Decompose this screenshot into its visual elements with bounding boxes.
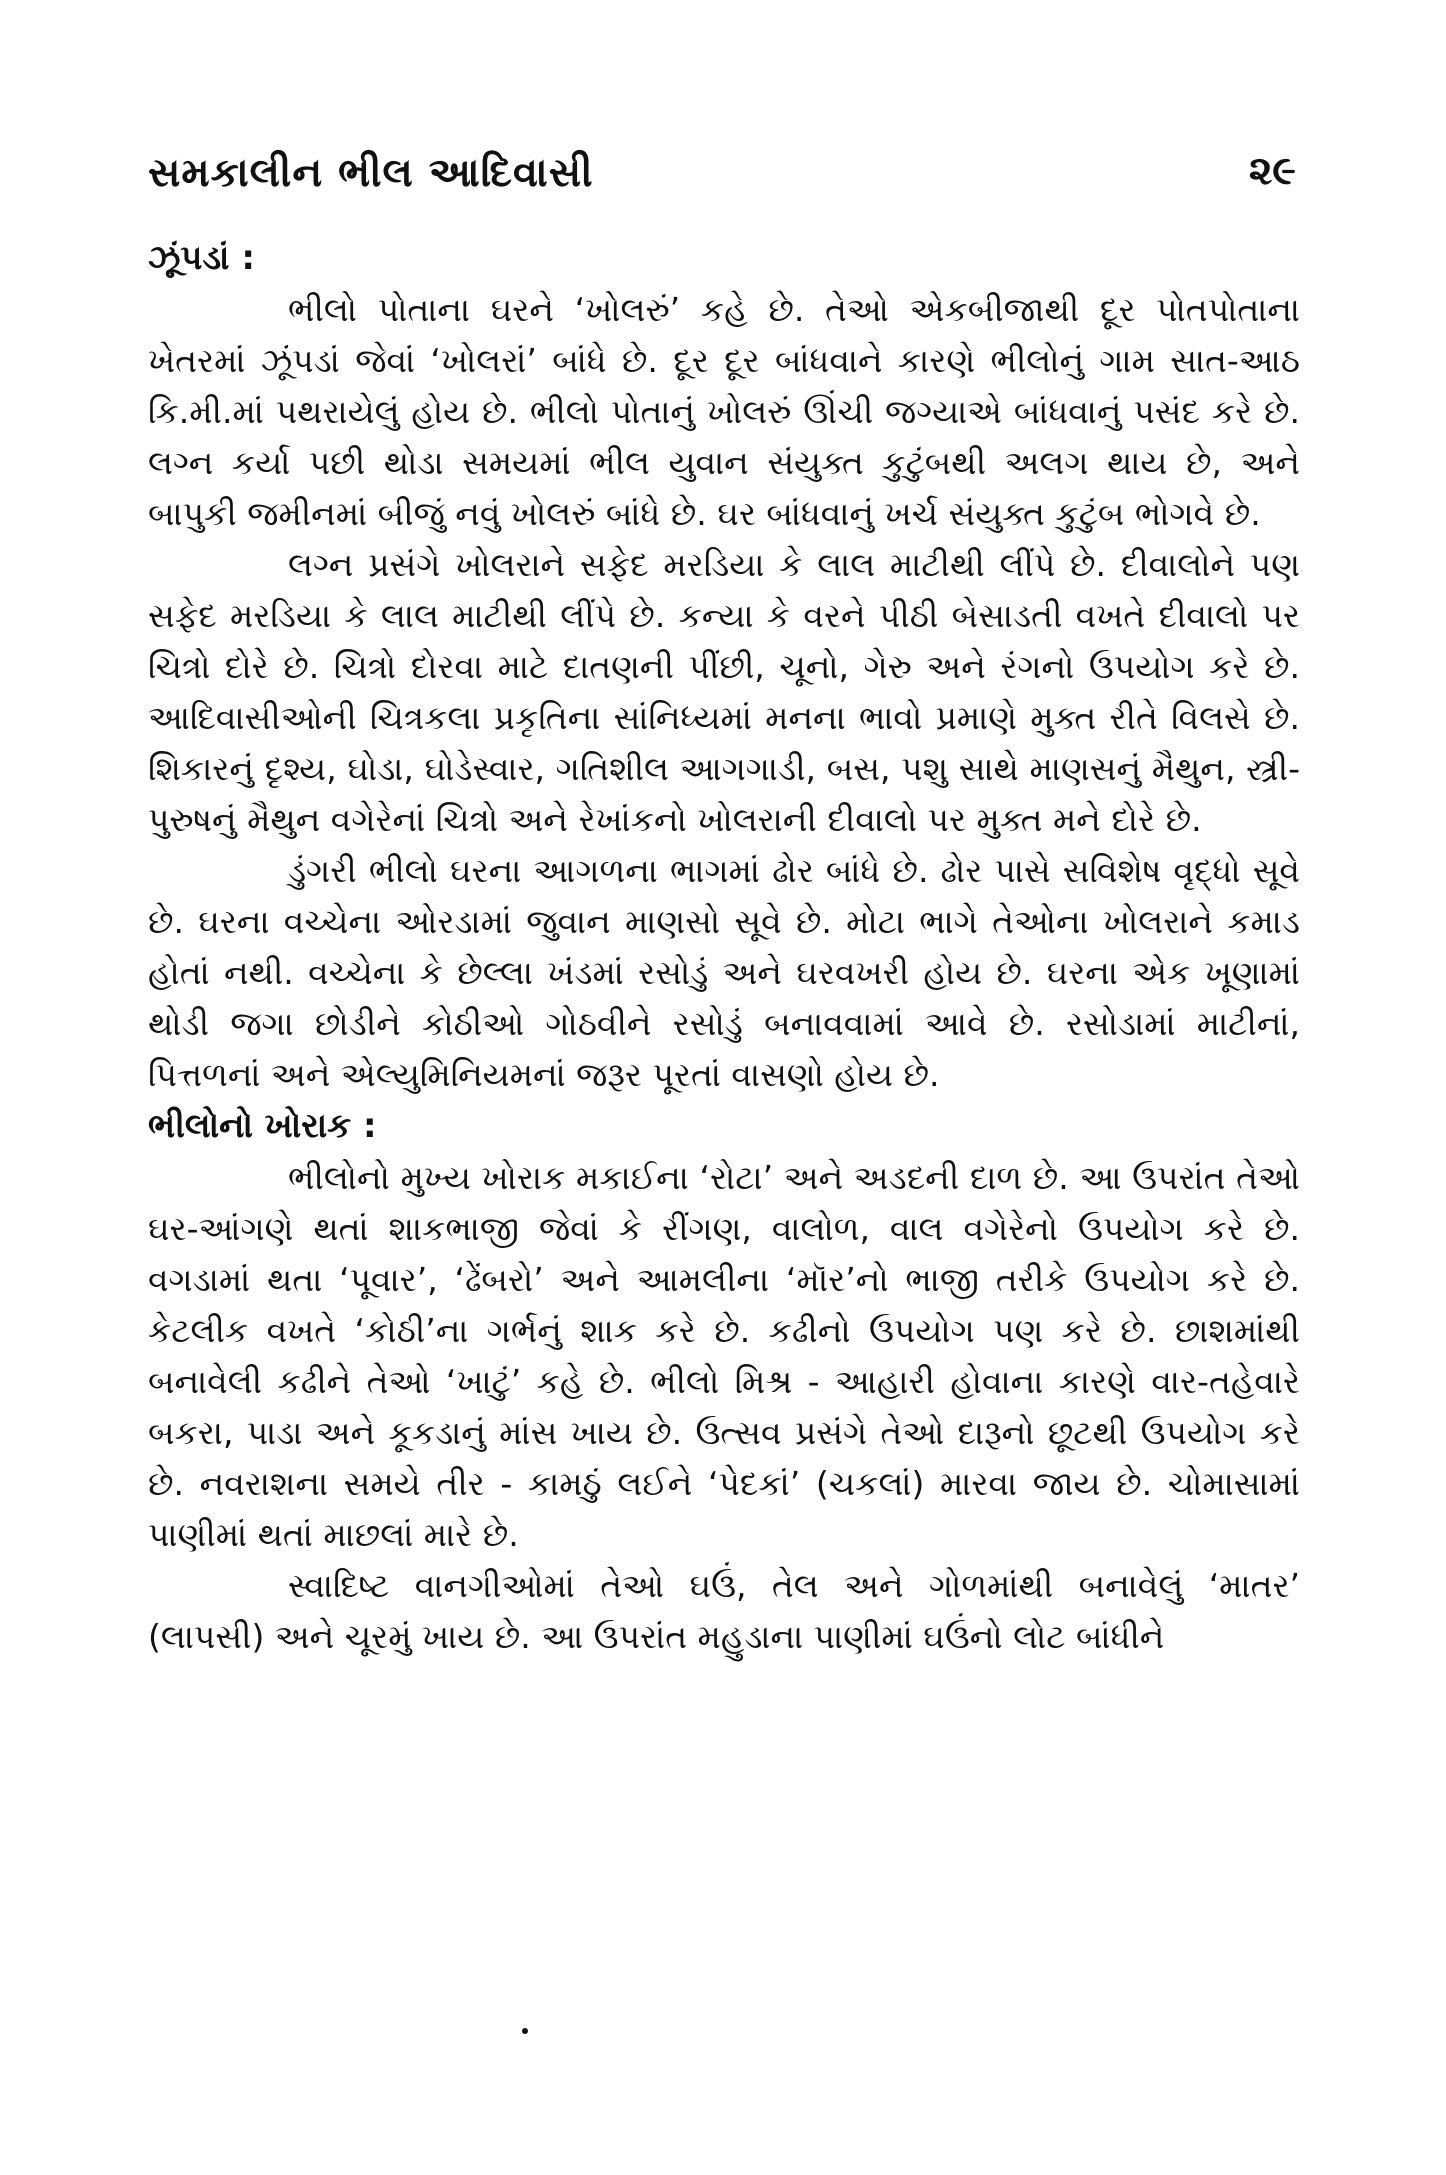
page-body	[148, 232, 1300, 1662]
paragraph: સ્વાદિષ્ટ વાનગીઓમાં તેઓ ઘઉં, તેલ અને ગોળમાંથી બનાવેલું ‘માતર’ (લાપસી) અને ચૂરમું ખાય છે. આ ઉપરાંત મહુડાના પાણીમાં ઘઉંનો લોટ બાંધીને	[148, 1566, 1300, 1656]
print-speck	[522, 2028, 528, 2034]
page-number: ૨૯	[1248, 148, 1296, 194]
running-header-title: સમકાલીન ભીલ આદિવાસી	[148, 150, 594, 196]
section-heading-food: ભીલોનો ખોરાક :	[148, 1106, 377, 1146]
paragraph: લગ્ન પ્રસંગે ખોલરાને સફેદ મરડિયા કે લાલ માટીથી લીંપે છે. દીવાલોને પણ સફેદ મરડિયા કે લાલ માટીથી લીંપે છે. કન્યા કે વરને પીઠી બેસાડતી વખતે દીવાલો પર ચિત્રો દોરે છે. ચિત્રો દોરવા માટે દાતણની પીંછી, ચૂનો, ગેરુ અને રંગનો ઉપયોગ કરે છે. આદિવાસીઓની ચિત્રકલા પ્રકૃતિના સાંનિધ્યમાં મનના ભાવો પ્રમાણે મુક્ત રીતે વિલસે છે. શિકારનું દૃશ્ય, ઘોડા, ઘોડેસ્વાર, ગતિશીલ આગગાડી, બસ, પશુ સાથે માણસનું મૈથુન, સ્ત્રી-પુરુષનું મૈથુન વગેરેનાં ચિત્રો અને રેખાંકનો ખોલરાની દીવાલો પર મુક્ત મને દોરે છે.	[148, 545, 1300, 839]
paragraph: ડુંગરી ભીલો ઘરના આગળના ભાગમાં ઢોર બાંધે છે. ઢોર પાસે સવિશેષ વૃદ્ધો સૂવે છે. ઘરના વચ્ચેના ઓરડામાં જુવાન માણસો સૂવે છે. મોટા ભાગે તેઓના ખોલરાને કમાડ હોતાં નથી. વચ્ચેના કે છેલ્લા ખંડમાં રસોડું અને ઘરવખરી હોય છે. ઘરના એક ખૂણામાં થોડી જગા છોડીને કોઠીઓ ગોઠવીને રસોડું બનાવવામાં આવે છે. રસોડામાં માટીનાં, પિત્તળનાં અને એલ્યુમિનિયમનાં જરૂર પૂરતાં વાસણો હોય છે.	[148, 851, 1300, 1094]
paragraph: ભીલો પોતાના ઘરને ‘ખોલરું’ કહે છે. તેઓ એકબીજાથી દૂર પોતપોતાના ખેતરમાં ઝૂંપડાં જેવાં ‘ખોલરાં’ બાંધે છે. દૂર દૂર બાંધવાને કારણે ભીલોનું ગામ સાત-આઠ કિ.મી.માં પથરાયેલું હોય છે. ભીલો પોતાનું ખોલરું ઊંચી જગ્યાએ બાંધવાનું પસંદ કરે છે. લગ્ન કર્યા પછી થોડા સમયમાં ભીલ યુવાન સંયુક્ત કુટુંબથી અલગ થાય છે, અને બાપુકી જમીનમાં બીજું નવું ખોલરું બાંધે છે. ઘર બાંધવાનું ખર્ચ સંયુક્ત કુટુંબ ભોગવે છે.	[148, 290, 1300, 533]
section-heading-huts: ઝૂંપડાં :	[148, 238, 255, 278]
paragraph: ભીલોનો મુખ્ય ખોરાક મકાઈના ‘રોટા’ અને અડદની દાળ છે. આ ઉપરાંત તેઓ ઘર-આંગણે થતાં શાકભાજી જેવાં કે રીંગણ, વાલોળ, વાલ વગેરેનો ઉપયોગ કરે છે. વગડામાં થતા ‘પૂવાર’, ‘ઢેંબરો’ અને આમલીના ‘મૉર’નો ભાજી તરીકે ઉપયોગ કરે છે. કેટલીક વખતે ‘કોઠી’ના ગર્ભનું શાક કરે છે. કઢીનો ઉપયોગ પણ કરે છે. છાશમાંથી બનાવેલી કઢીને તેઓ ‘ખાટું’ કહે છે. ભીલો મિશ્ર - આહારી હોવાના કારણે વાર-તહેવારે બકરા, પાડા અને કૂકડાનું માંસ ખાય છે. ઉત્સવ પ્રસંગે તેઓ દારૂનો છૂટથી ઉપયોગ કરે છે. નવરાશના સમયે તીર - કામઠું લઈને ‘પેદકાં’ (ચકલાં) મારવા જાય છે. ચોમાસામાં પાણીમાં થતાં માછલાં મારે છે.	[148, 1158, 1300, 1554]
